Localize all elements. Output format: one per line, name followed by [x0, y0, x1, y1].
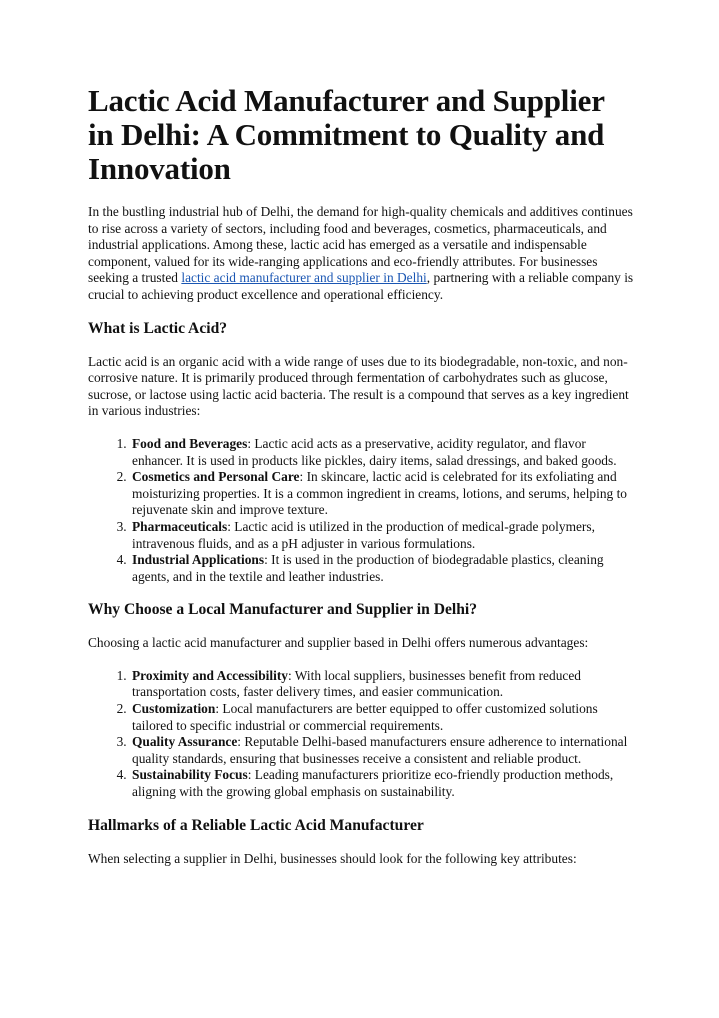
- list-item-text: : Local manufacturers are better equipped to offer customized solutions tailored to specific industrial or commercial requirements.: [132, 701, 598, 733]
- section2-paragraph: Choosing a lactic acid manufacturer and supplier based in Delhi offers numerous advantages:: [88, 635, 589, 651]
- list-item-term: Cosmetics and Personal Care: [132, 469, 300, 485]
- list-item-term: Sustainability Focus: [132, 767, 248, 783]
- list-item-text: : Lactic acid acts as a preservative, acidity regulator, and flavor enhancer. It is used in products like pickles, dairy items, salad dressings, and baked goods.: [132, 435, 617, 468]
- advantages-list: [88, 668, 636, 801]
- section1-paragraph: Lactic acid is an organic acid with a wide range of uses due to its biodegradable, non-toxic, and non-corrosive nature. It is primarily produced through fermentation of carbohydrates such as glucose, sucrose, or lactose using lactic acid bacteria. The result is a compound that serves as a key ingredient in various industries:: [88, 353, 629, 419]
- list-item: [130, 552, 636, 585]
- section-heading-what-is-lactic-acid: What is Lactic Acid?: [88, 319, 228, 337]
- list-item-term: Food and Beverages: [132, 435, 248, 451]
- list-item-term: Pharmaceuticals: [132, 518, 228, 534]
- list-item: [130, 701, 636, 734]
- industries-list: [88, 436, 636, 585]
- list-item-term: Customization: [132, 701, 216, 717]
- section3-paragraph: When selecting a supplier in Delhi, businesses should look for the following key attributes:: [88, 850, 577, 866]
- section-heading-hallmarks: Hallmarks of a Reliable Lactic Acid Manufacturer: [88, 816, 424, 834]
- list-item-text: : With local suppliers, businesses benefit from reduced transportation costs, faster delivery times, and easier communication.: [132, 667, 581, 700]
- list-item-term: Quality Assurance: [132, 734, 238, 750]
- list-item-term: Industrial Applications: [132, 552, 265, 568]
- supplier-link[interactable]: lactic acid manufacturer and supplier in Delhi: [181, 270, 427, 286]
- list-item-text: : Lactic acid is utilized in the production of medical-grade polymers, intravenous fluids, and as a pH adjuster in various formulations.: [132, 518, 595, 551]
- list-item: [130, 519, 636, 552]
- list-item-text: : Leading manufacturers prioritize eco-friendly production methods, aligning with the growing global emphasis on sustainability.: [132, 767, 614, 800]
- list-item: [130, 767, 636, 800]
- intro-paragraph: [88, 204, 636, 304]
- list-item: [130, 734, 636, 767]
- list-item-text: : It is used in the production of biodegradable plastics, cleaning agents, and in the textile and leather industries.: [132, 552, 604, 584]
- list-item-term: Proximity and Accessibility: [132, 667, 288, 683]
- list-item-text: : In skincare, lactic acid is celebrated for its exfoliating and moisturizing properties. It is a common ingredient in creams, lotions, and serums, helping to rejuvenate skin and improve texture.: [132, 469, 627, 518]
- list-item-text: : Reputable Delhi-based manufacturers ensure adherence to international quality standards, ensuring that businesses receive a consistent and reliable product.: [132, 734, 628, 766]
- intro-text-before-link: In the bustling industrial hub of Delhi, the demand for high-quality chemicals and additives continues to rise across a variety of sectors, including food and beverages, cosmetics, pharmaceuticals, and industrial applications. Among these, lactic acid has emerged as a versatile and indispensable component, valued for its wide-ranging applications and eco-friendly attributes. For businesses seeking a trusted: [88, 204, 633, 286]
- list-item: [130, 436, 636, 469]
- list-item: [130, 469, 636, 519]
- page-title: Lactic Acid Manufacturer and Supplier in Delhi: A Commitment to Quality and Innovation: [88, 83, 605, 186]
- list-item: [130, 668, 636, 701]
- document-page: [88, 84, 636, 883]
- intro-text-after-link: , partnering with a reliable company is crucial to achieving product excellence and operational efficiency.: [88, 270, 634, 302]
- section-heading-why-local: Why Choose a Local Manufacturer and Supplier in Delhi?: [88, 601, 478, 619]
